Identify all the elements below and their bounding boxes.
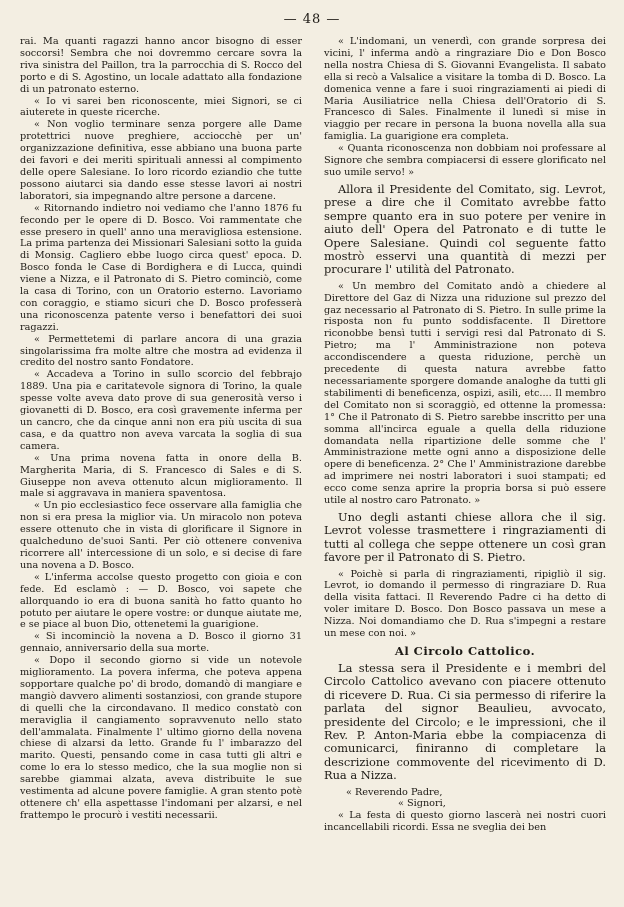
- paragraph: « Un membro del Comitato andò a chiedere al Direttore del Gaz di Nizza una riduzione sul prezzo del gaz necessario al Patronato di S. Pietro. In sulle prime la risposta non fu punto soddisfacente. Il Direttore riconobbe bensì tutti i servigi resi dal Patronato di S. Pietro; ma l' Amministrazione non poteva accondiscendere a questa riduzione, perchè un precedente di questa natura avrebbe fatto necessariamente sporgere domande analoghe da tutti gli stabilimenti di beneficenza, ospizi, asili, etc.... Il membro del Comitato non si scoraggiò, ed ottenne la promessa: 1° Che il Patronato di S. Pietro sarebbe inscritto per una somma all'incirca eguale a quella della riduzione domandata nella ripartizione delle somme che l' Amministrazione mette ogni anno a disposizione delle opere di beneficenza. 2° Che l' Amministrazione darebbe ad imprimere nei nostri laboratori i suoi stampati; ed ecco come senza aprire la propria borsa si può essere utile al nostro caro Patronato. »: [324, 280, 606, 507]
- right-column: [324, 36, 606, 834]
- paragraph: « La festa di questo giorno lascerà nei nostri cuori incancellabili ricordi. Essa ne sveglia dei ben: [324, 810, 606, 834]
- paragraph: « Dopo il secondo giorno si vide un notevole miglioramento. La povera inferma, che poteva appena sopportare qualche po' di brodo, domandò di mangiare e mangiò davvero alimenti sostanziosi, con grande stupore di quelli che la circondavano. Il medico constatò con meraviglia il cangiamento sopravvenuto nello stato dell'ammalata. Finalmente l' ultimo giorno della novena chiese di alzarsi da letto. Grande fu l' imbarazzo del marito. Questi, pensando come in casa tutti gli altri e come lo era lo stesso medico, che la sua moglie non si sarebbe giammai alzata, aveva distribuite le sue vestimenta ad alcune povere famiglie. A gran stento potè ottenere ch' ella aspettasse l'indomani per alzarsi, e nel frattempo le procurò i vestiti necessarii.: [20, 655, 302, 821]
- paragraph: « L'indomani, un venerdì, con grande sorpresa dei vicini, l' inferma andò a ringraziare Dio e Don Bosco nella nostra Chiesa di S. Giovanni Evangelista. Il sabato ella si recò a Valsalice a visitare la tomba di D. Bosco. La domenica venne a fare i suoi ringraziamenti ai piedi di Maria Ausiliatrice nella Chiesa dell'Oratorio di S. Francesco di Sales. Finalmente il lunedì si mise in viaggio per recare in persona la buona novella alla sua famiglia. La guarigione era completa.: [324, 36, 606, 143]
- salutation: « Reverendo Padre,: [346, 786, 443, 798]
- paragraph: « Accadeva a Torino in sullo scorcio del febbrajo 1889. Una pia e caritatevole signora di Torino, la quale spesse volte aveva dato prove di sua generosità verso i giovanetti di D. Bosco, era così gravemente inferma per un cancro, che da cinque anni non era più uscita di sua casa, e da quattro non aveva varcata la soglia di sua camera.: [20, 369, 302, 452]
- paragraph: rai. Ma quanti ragazzi hanno ancor bisogno di esser soccorsi! Sembra che noi dovremmo cercare sovra la riva sinistra del Paillon, tra la parrocchia di S. Rocco del porto e di S. Agostino, un locale adattato alla fondazione di un patronato esterno.: [20, 36, 302, 95]
- salutation: « Signori,: [398, 798, 446, 810]
- paragraph-large: La stessa sera il Presidente e i membri del Circolo Cattolico avevano con piacere ottenuto di ricevere D. Rua. Ci sia permesso di riferire la parlata del signor Beaulieu, avvocato, presidente del Circolo; e le impressioni, che il Rev. P. Anton-Maria ebbe la compiacenza di comunicarci, finiranno di completare la descrizione commovente del ricevimento di D. Rua a Nizza.: [324, 660, 606, 783]
- paragraph: « Io vi sarei ben riconoscente, miei Signori, se ci aiuterete in queste ricerche.: [20, 95, 302, 119]
- paragraph: « Un pio ecclesiastico fece osservare alla famiglia che non si era presa la miglior via. Un miracolo non poteva essere ottenuto che in vista di glorificare il Signore in qualcheduno de'suoi Santi. Per ciò ottenere conveniva ricorrere all' intercessione di un solo, e si decise di fare una novena a D. Bosco.: [20, 500, 302, 571]
- paragraph: « Una prima novena fatta in onore della B. Margherita Maria, di S. Francesco di Sales e di S. Giuseppe non aveva ottenuto alcun miglioramento. Il male si aggravava in maniera spaventosa.: [20, 452, 302, 500]
- section-title: Al Circolo Cattolico.: [394, 644, 536, 658]
- left-column: [20, 36, 302, 822]
- paragraph: « Ritornando indietro noi vediamo che l'anno 1876 fu fecondo per le opere di D. Bosco. Voi rammentate che esse presero in quell' anno una meravigliosa estensione. La prima partenza dei Missionari Salesiani sotto la guida di Monsig. Cagliero ebbe luogo circa quest' epoca. D. Bosco fonda le Case di Bordighera e di Lucca, quindi viene a Nizza, e il Patronato di S. Pietro cominciò, come la casa di Torino, con un Oratorio esterno. Lavoriamo con coraggio, e stiamo sicuri che D. Bosco professerà una riconoscenza patente verso i benefattori dei suoi ragazzi.: [20, 202, 302, 333]
- paragraph: « Poichè si parla di ringraziamenti, ripigliò il sig. Levrot, io domando il permesso di ringraziare D. Rua della visita fattaci. Il Reverendo Padre ci ha detto di voler imitare D. Bosco. Don Bosco passava un mese a Nizza. Noi domandiamo che D. Rua s'impegni a restare un mese con noi. »: [324, 568, 606, 640]
- paragraph: « L'inferma accolse questo progetto con gioia e con fede. Ed esclamò : — D. Bosco, voi sapete che allorquando io era di buona sanità ho fatto quanto ho potuto per aiutare le opere vostre: or dunque aiutate me, e se piace al buon Dio, ottenetemi la guarigione.: [20, 571, 302, 631]
- paragraph: « Non voglio terminare senza porgere alle Dame protettrici nuove preghiere, acciocchè per un' organizzazione definitiva, esse abbiano una buona parte dei favori e dei meriti spirituali annessi al compimento delle opere Salesiane. Io loro ricordo eziandio che tutte possono aiutarci sia dando esse stesse lavori ai nostri laboratori, sia impegnando altre persone a darcene.: [20, 119, 302, 202]
- paragraph-large: Allora il Presidente del Comitato, sig. Levrot, prese a dire che il Comitato avrebbe fatto sempre quanto era in suo potere per venire in aiuto dell' Opera del Patronato e di tutte le Opere Salesiane. Quindi col seguente fatto mostrò esservi una quantità di mezzi per procurare l' utilità del Patronato.: [324, 181, 606, 277]
- page-number: — 48 —: [283, 12, 341, 27]
- paragraph-large: Uno degli astanti chiese allora che il sig. Levrot volesse trasmettere i ringraziamenti di tutti al collega che seppe ottenere un così gran favore per il Patronato di S. Pietro.: [324, 509, 606, 565]
- paragraph: « Quanta riconoscenza non dobbiam noi professare al Signore che sembra compiacersi di essere glorificato nel suo umile servo! »: [324, 143, 606, 178]
- paragraph: « Si incominciò la novena a D. Bosco il giorno 31 gennaio, anniversario della sua morte.: [20, 631, 302, 655]
- paragraph: « Permettetemi di parlare ancora di una grazia singolarissima fra molte altre che mostra ad evidenza il credito del nostro santo Fondatore.: [20, 333, 302, 369]
